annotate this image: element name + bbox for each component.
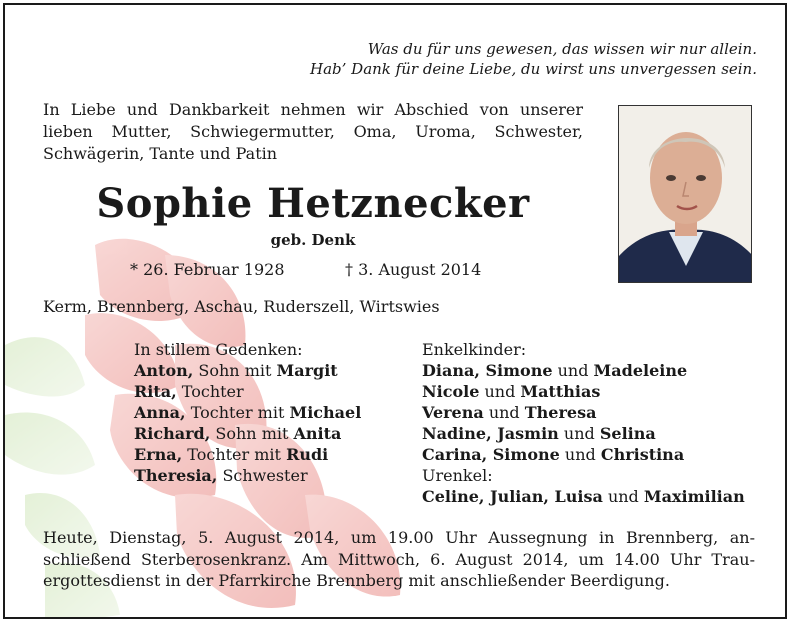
funeral-info-line: ergottesdienst in der Pfarrkirche Brennberg mit anschließender Beerdigung.	[43, 571, 670, 590]
mourner-name: Theresia,	[134, 466, 218, 485]
birth-date: * 26. Februar 1928	[130, 260, 285, 279]
mourner-name: Nadine, Jasmin	[422, 424, 559, 443]
mourner-relation: und	[558, 424, 600, 443]
mourner-name: Carina, Simone	[422, 445, 560, 464]
mourner-relation: und	[602, 487, 644, 506]
mourners-entries	[134, 360, 361, 486]
mourner-relation: Tochter	[176, 382, 244, 401]
mourner-relation: und	[552, 361, 594, 380]
mourner-name: Verena	[422, 403, 484, 422]
motto-line: Was du für uns gewesen, das wissen wir nur allein.	[367, 40, 757, 58]
mourner-entry	[134, 402, 361, 423]
mourner-name: Madeleine	[593, 361, 688, 380]
deceased-name: Sophie Hetznecker	[96, 180, 530, 227]
mourner-name: Anna,	[134, 403, 186, 422]
grandchildren-entries	[422, 360, 745, 465]
death-date: † 3. August 2014	[345, 260, 482, 279]
mourner-name: Erna,	[134, 445, 183, 464]
mourner-entry	[134, 360, 361, 381]
portrait-icon	[619, 106, 752, 283]
intro-line: In Liebe und Dankbarkeit nehmen wir Abschied von unserer	[43, 100, 583, 119]
motto-line: Hab’ Dank für deine Liebe, du wirst uns unvergessen sein.	[310, 60, 757, 78]
mourner-entry	[134, 381, 361, 402]
places-list: Kerm, Brennberg, Aschau, Ruderszell, Wirtswies	[43, 297, 440, 316]
obituary-card	[3, 3, 787, 619]
mourner-entry	[422, 486, 745, 507]
funeral-info-line: Heute, Dienstag, 5. August 2014, um 19.00 Uhr Aussegnung in Brennberg, an-	[43, 528, 755, 547]
motto	[205, 39, 757, 79]
mourner-name: Rita,	[134, 382, 177, 401]
portrait-photo	[618, 105, 752, 283]
mourner-entry	[422, 402, 745, 423]
intro-line: lieben Mutter, Schwiegermutter, Oma, Uroma, Schwester,	[43, 122, 583, 141]
mourner-relation: Tochter mit	[185, 403, 290, 422]
mourner-name: Matthias	[520, 382, 601, 401]
mourner-relation: und	[483, 403, 525, 422]
mourner-entry	[422, 381, 745, 402]
funeral-info	[43, 527, 755, 592]
mourner-entry	[422, 444, 745, 465]
mourner-name: Christina	[600, 445, 685, 464]
maiden-name: geb. Denk	[270, 231, 356, 249]
great-grandchildren-heading: Urenkel:	[422, 466, 493, 485]
mourners-right	[422, 339, 745, 507]
mourner-name: Nicole	[422, 382, 480, 401]
mourner-entry	[134, 423, 361, 444]
mourner-relation: Tochter mit	[182, 445, 287, 464]
mourner-name: Celine, Julian, Luisa	[422, 487, 603, 506]
mourner-name: Selina	[599, 424, 656, 443]
mourner-name: Richard,	[134, 424, 211, 443]
mourner-relation: und	[559, 445, 601, 464]
mourner-entry	[422, 360, 745, 381]
mourner-name: Maximilian	[643, 487, 745, 506]
mourner-name: Theresa	[524, 403, 597, 422]
mourner-relation: Sohn mit	[193, 361, 277, 380]
mourner-relation: Sohn mit	[210, 424, 294, 443]
mourner-relation: Schwester	[217, 466, 308, 485]
mourner-entry	[134, 444, 361, 465]
mourner-entry	[422, 423, 745, 444]
mourner-name: Diana, Simone	[422, 361, 553, 380]
mourner-name: Anita	[293, 424, 342, 443]
mourner-name: Margit	[276, 361, 338, 380]
grandchildren-heading: Enkelkinder:	[422, 340, 527, 359]
mourner-relation: und	[479, 382, 521, 401]
intro-line: Schwägerin, Tante und Patin	[43, 144, 278, 163]
mourners-left	[134, 339, 361, 486]
mourner-name: Rudi	[286, 445, 329, 464]
mourners-heading: In stillem Gedenken:	[134, 340, 303, 359]
intro-text	[43, 99, 583, 165]
funeral-info-line: schließend Sterberosenkranz. Am Mittwoch, 6. August 2014, um 14.00 Uhr Trau-	[43, 549, 755, 569]
mourner-name: Anton,	[134, 361, 194, 380]
mourner-name: Michael	[289, 403, 362, 422]
mourner-entry	[134, 465, 361, 486]
great-grandchildren-entries	[422, 486, 745, 507]
